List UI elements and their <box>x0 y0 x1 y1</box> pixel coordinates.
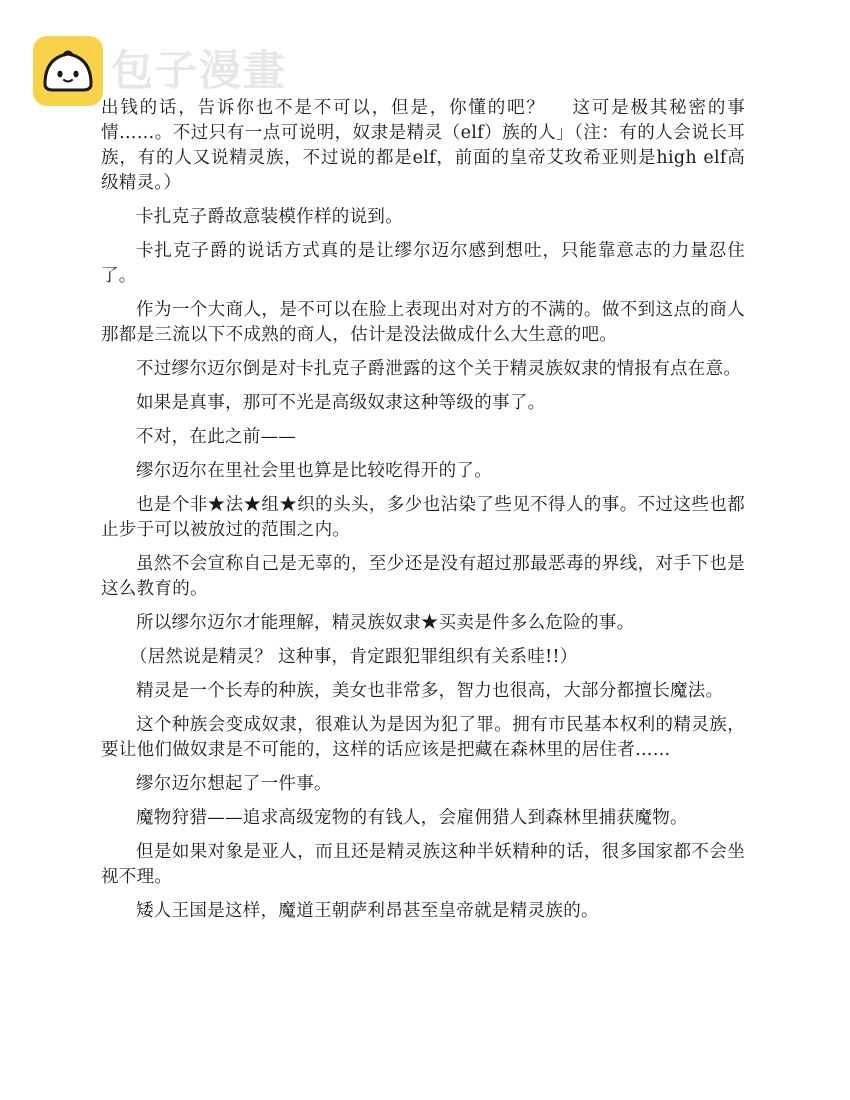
paragraph: 不对，在此之前—— <box>136 427 297 447</box>
paragraph: （居然说是精灵？ 这种事，肯定跟犯罪组织有关系哇!!） <box>129 647 578 667</box>
paragraph: 虽然不会宣称自己是无辜的，至少还是没有超过那最恶毒的界线，对手下也是这么教育的。 <box>101 554 745 599</box>
paragraph: 缪尔迈尔在里社会里也算是比较吃得开的了。 <box>136 461 492 481</box>
paragraph: 作为一个大商人，是不可以在脸上表现出对对方的不满的。做不到这点的商人那都是三流以下不成熟的商人，估计是没法做成什么大生意的吧。 <box>101 300 745 345</box>
paragraph: 所以缪尔迈尔才能理解，精灵族奴隶★买卖是件多么危险的事。 <box>136 613 635 633</box>
paragraph: 缪尔迈尔想起了一件事。 <box>136 774 332 794</box>
paragraph: 精灵是一个长寿的种族，美女也非常多，智力也很高，大部分都擅长魔法。 <box>136 681 724 701</box>
paragraph: 也是个非★法★组★织的头头，多少也沾染了些见不得人的事。不过这些也都止步于可以被放过的范围之内。 <box>101 495 745 540</box>
bun-logo-icon <box>33 36 103 106</box>
paragraph: 不过缪尔迈尔倒是对卡扎克子爵泄露的这个关于精灵族奴隶的情报有点在意。 <box>136 359 742 379</box>
paragraph: 卡扎克子爵的说话方式真的是让缪尔迈尔感到想吐，只能靠意志的力量忍住了。 <box>101 241 745 286</box>
paragraph: 如果是真事，那可不光是高级奴隶这种等级的事了。 <box>136 393 546 413</box>
novel-page-body <box>101 96 745 933</box>
paragraph: 矮人王国是这样，魔道王朝萨利昂甚至皇帝就是精灵族的。 <box>136 901 599 921</box>
paragraph: 卡扎克子爵故意装模作样的说到。 <box>136 207 403 227</box>
paragraph: 出钱的话，告诉你也不是不可以，但是，你懂的吧？ 这可是极其秘密的事情……。不过只有一点可说明，奴隶是精灵（elf）族的人」（注：有的人会说长耳族，有的人又说精灵族，不过说的都是elf，前面的皇帝艾玫希亚则是high elf高级精灵。） <box>101 98 745 193</box>
paragraph: 但是如果对象是亚人，而且还是精灵族这种半妖精种的话，很多国家都不会坐视不理。 <box>101 842 745 887</box>
paragraph: 这个种族会变成奴隶，很难认为是因为犯了罪。拥有市民基本权利的精灵族，要让他们做奴隶是不可能的，这样的话应该是把藏在森林里的居住者…… <box>101 715 745 760</box>
watermark-text: 包子漫畫 <box>111 46 288 95</box>
paragraph: 魔物狩猎——追求高级宠物的有钱人，会雇佣猎人到森林里捕获魔物。 <box>136 808 688 828</box>
